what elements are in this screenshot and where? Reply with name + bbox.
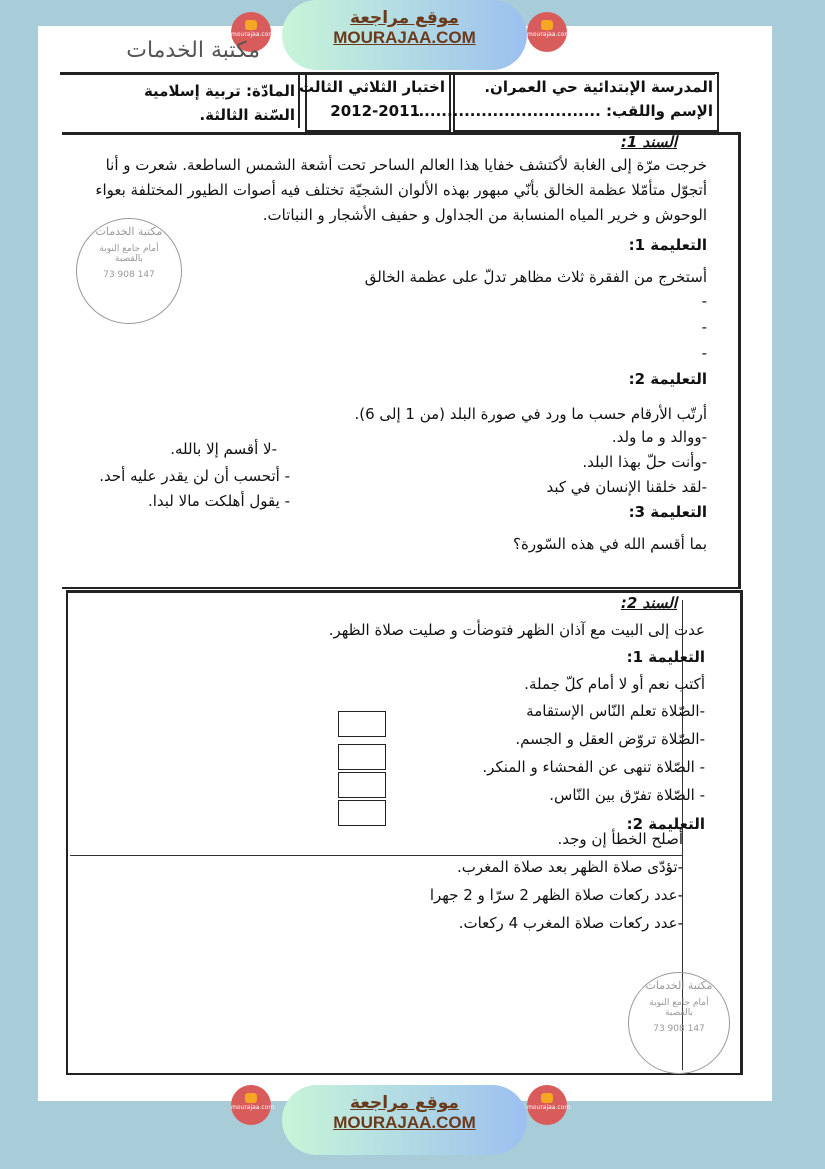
logo-icon: mourajaa.com [231,12,271,52]
instruction-2-text: أرتّب الأرقام حسب ما ورد في صورة البلد (من 1 إلى 6). [354,405,707,423]
instruction-1-title: التعليمة 1: [628,236,707,254]
verse-item: -لقد خلقنا الإنسان في كبد [546,478,707,496]
paragraph-line: أتجوّل متأمّلا عظمة الخالق بأنّي مبهور بهذه الألوان الشجيّة تختلف فيه أصوات الطيور المختلفة بعواء [95,181,707,199]
instruction-1-title: التعليمة 1: [626,648,705,666]
library-stamp: مكتبة الخدمات أمام جامع النوبة بالقصبة 73 908 147 [628,972,730,1074]
banner-arabic: موقع مراجعة [350,8,459,28]
section-2-title: السند 2: [620,594,677,612]
grade: السّنة الثالثة. [199,106,295,124]
statement: -الصّلاة تعلم النّاس الإستقامة [526,702,705,720]
library-name: مكتبة الخدمات [126,38,260,63]
verse-item: - يقول أهلكت مالا لبدا. [147,492,290,510]
answer-box[interactable] [338,711,386,737]
library-stamp: مكتبة الخدمات أمام جامع النوبة بالقصبة 73 908 147 [76,218,182,324]
verse-item: -لا أقسم إلا بالله. [170,440,277,458]
verse-item: -ووالد و ما ولد. [611,428,707,446]
instruction-2-text: أصلح الخطأ إن وجد. [557,830,683,848]
instruction-2-title: التعليمة 2: [626,815,705,833]
banner-latin: MOURAJAA.COM [333,28,476,47]
instruction-2-title: التعليمة 2: [628,370,707,388]
school-name: المدرسة الإبتدائية حي العمران. [484,78,713,96]
correction-item: -عدد ركعات صلاة الظهر 2 سرّا و 2 جهرا [429,886,683,904]
logo-icon: mourajaa.com [527,12,567,52]
name-field: الإسم واللقب: ................................. [412,102,713,120]
answer-line: - [701,292,707,310]
verse-item: -وأنت حلّ بهذا البلد. [582,453,707,471]
divider [70,855,682,856]
instruction-3-title: التعليمة 3: [628,503,707,521]
statement: - الصّلاة تنهى عن الفحشاء و المنكر. [482,758,705,776]
logo-icon: mourajaa.com [527,1085,567,1125]
section-1-title: السند 1: [620,133,677,151]
answer-box[interactable] [338,800,386,826]
instruction-3-text: بما أقسم الله في هذه السّورة؟ [513,535,707,553]
instruction-1-text: أكتب نعم أو لا أمام كلّ جملة. [524,675,705,693]
exam-year: 2012-2011 [330,102,420,120]
paragraph-line: خرجت مرّة إلى الغابة لأكتشف خفايا هذا العالم الساحر تحت أشعة الشمس الساطعة. شعرت و أنا [105,156,707,174]
answer-line: - [701,318,707,336]
verse-item: - أتحسب أن لن يقدر عليه أحد. [99,467,290,485]
statement: -الصّلاة تروّض العقل و الجسم. [515,730,705,748]
instruction-1-text: أستخرج من الفقرة ثلاث مظاهر تدلّ على عظمة الخالق [364,268,707,286]
answer-box[interactable] [338,744,386,770]
correction-item: -تؤدّى صلاة الظهر بعد صلاة المغرب. [456,858,683,876]
answer-line: - [701,344,707,362]
bottom-banner[interactable] [282,1085,527,1155]
paragraph-line: الوحوش و خرير المياه المنسابة من الجداول و حفيف الأشجار و النباتات. [262,206,707,224]
banner-arabic: موقع مراجعة [350,1093,459,1113]
banner-latin: MOURAJAA.COM [333,1113,476,1132]
correction-item: -عدد ركعات صلاة المغرب 4 ركعات. [458,914,683,932]
divider [60,72,715,75]
logo-icon: mourajaa.com [231,1085,271,1125]
statement: - الصّلاة تفرّق بين النّاس. [549,786,705,804]
subject: المادّة: تربية إسلامية [143,82,295,100]
top-banner[interactable] [282,0,527,70]
exam-title: اختبار الثلاثي الثالث [298,78,445,96]
answer-box[interactable] [338,772,386,798]
section-2-text: عدت إلى البيت مع آذان الظهر فتوضأت و صليت صلاة الظهر. [328,621,705,639]
